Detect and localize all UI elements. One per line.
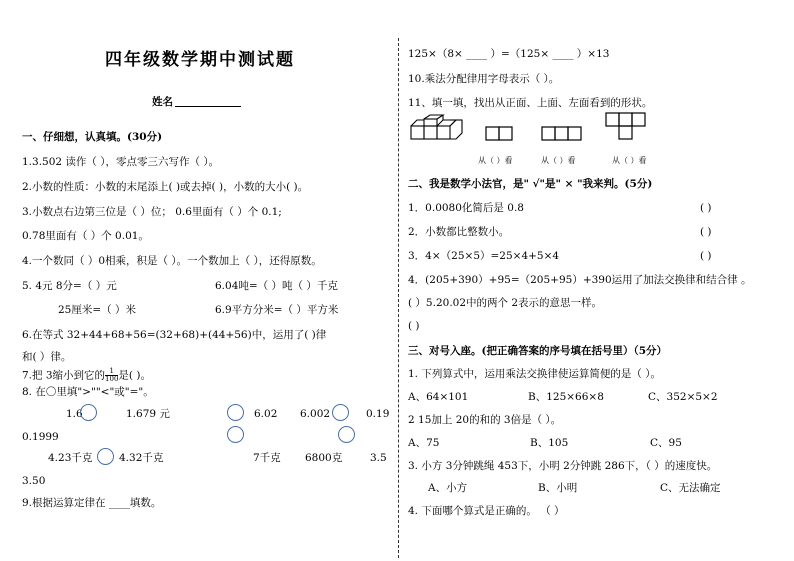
compare-4-left: 4.23千克: [48, 452, 93, 464]
column-divider: [398, 38, 399, 558]
question-5a-right: 6.04吨=（ ）吨（ ）千克: [215, 280, 338, 292]
name-blank[interactable]: [175, 106, 241, 107]
compare-circle-3[interactable]: [332, 404, 349, 421]
compare-circle-1[interactable]: [80, 404, 97, 421]
judge-3-answer[interactable]: ( ): [700, 250, 712, 262]
judge-6-answer[interactable]: ( ): [408, 320, 420, 332]
section-2-heading: 二、我是数学小法官，是" √"是" × "我来判。(5分): [408, 178, 653, 190]
choice-2-option-a[interactable]: A、75: [408, 437, 440, 449]
question-2: 2.小数的性质：小数的末尾添上( )或去掉( )，小数的大小( )。: [22, 181, 309, 193]
judge-4: 4．(205+390）+95=（205+95）+390运用了加法交换律和结合律 。: [408, 274, 752, 286]
choice-3: 3. 小方 3分钟跳绳 453下，小明 2分钟跳 286下，（ ）的速度快。: [408, 460, 718, 472]
fraction: [105, 368, 118, 383]
choice-1-option-a[interactable]: A、64×101: [408, 391, 469, 403]
question-3b: 0.78里面有（ ）个 0.01。: [22, 230, 149, 242]
judge-2-answer[interactable]: ( ): [700, 226, 712, 238]
question-5b-left: 25厘米=（ ）米: [58, 304, 136, 316]
question-7-suffix: 是( )。: [118, 369, 151, 382]
compare-5-left: 7千克: [253, 452, 281, 464]
view-label-2: 从（ ）看: [541, 156, 576, 165]
compare-1-left: 1.6: [66, 408, 83, 420]
judge-3: 3．4×（25×5）=25×4+5×4: [408, 250, 560, 262]
question-8: 8. 在〇里填">""<"或"="。: [22, 386, 154, 398]
judge-1-answer[interactable]: ( ): [700, 202, 712, 214]
choice-1-option-b[interactable]: B、125×66×8: [528, 391, 604, 403]
choice-2-option-b[interactable]: B、105: [530, 437, 569, 449]
question-5a-left: 5. 4元 8分=（ ）元: [22, 280, 117, 292]
question-9-equation: 125×（8× ____ ）=（125× ____ ）×13: [408, 48, 610, 60]
name-label: 姓名: [152, 96, 173, 108]
compare-6-left: 3.5: [370, 452, 387, 464]
question-9: 9.根据运算定律在 ____填数。: [22, 497, 162, 509]
view-shape-2: [541, 126, 584, 142]
question-11: 11、填一填，找出从正面、上面、左面看到的形状。: [408, 97, 653, 109]
question-7: [22, 368, 151, 383]
view-shape-1: [485, 126, 515, 142]
choice-3-option-c[interactable]: C、无法确定: [660, 482, 721, 494]
compare-3-left: 0.19: [366, 408, 390, 420]
compare-circle-5[interactable]: [338, 426, 355, 443]
question-10: 10.乘法分配律用字母表示（ ）。: [408, 73, 560, 85]
page-title: 四年级数学期中测试题: [105, 50, 295, 70]
choice-2: 2 15加上 20的和的 3倍是（ ）。: [408, 414, 562, 426]
compare-circle-2[interactable]: [227, 404, 244, 421]
choice-3-option-a[interactable]: A、小方: [428, 482, 468, 494]
compare-5-right: 6800克: [305, 452, 343, 464]
choice-4: 4. 下面哪个算式是正确的。 （ ）: [408, 505, 565, 517]
choice-1: 1. 下列算式中，运用乘法交换律使运算简便的是（ ）。: [408, 368, 661, 380]
question-3a: 3.小数点右边第三位是（ ）位； 0.6里面有（ ）个 0.1;: [22, 206, 282, 218]
question-6a: 6.在等式 32+44+68+56=(32+68)+(44+56)中，运用了( )律: [22, 329, 327, 341]
compare-6-right: 3.50: [22, 475, 46, 487]
choice-1-option-c[interactable]: C、352×5×2: [648, 391, 718, 403]
section-1-heading: 一、仔细想，认真填。(30分): [22, 131, 163, 143]
judge-5: ( ）5.20.02中的两个 2表示的意思一样。: [408, 297, 603, 309]
view-label-1: 从（ ）看: [478, 156, 513, 165]
judge-2: 2．小数都比整数小。: [408, 226, 510, 238]
compare-circle-6[interactable]: [97, 448, 114, 465]
fraction-denominator: 100: [105, 375, 119, 383]
choice-3-option-b[interactable]: B、小明: [538, 482, 578, 494]
compare-3-right: 0.1999: [22, 431, 59, 443]
compare-4-right: 4.32千克: [119, 452, 164, 464]
view-shape-3: [605, 112, 648, 142]
judge-1: 1．0.0080化简后是 0.8: [408, 202, 524, 214]
fraction-numerator: 1: [105, 368, 118, 376]
question-4: 4.一个数同（ ）0相乘，积是（ ）。一个数加上（ ），还得原数。: [22, 255, 322, 267]
question-6b: 和( ）律。: [22, 351, 72, 363]
question-5b-right: 6.9平方分米=（ ）平方米: [215, 304, 339, 316]
compare-2-left: 6.02: [254, 408, 278, 420]
compare-2-right: 6.002: [300, 408, 331, 420]
cube-stack-figure: [410, 114, 466, 146]
compare-circle-4[interactable]: [227, 426, 244, 443]
section-3-heading: 三、对号入座。(把正确答案的序号填在括号里）（5分）: [408, 345, 668, 357]
choice-2-option-c[interactable]: C、95: [650, 437, 682, 449]
question-7-prefix: 7.把 3缩小到它的: [22, 369, 106, 382]
question-1: 1.3.502 读作（ ），零点零三六写作（ ）。: [22, 156, 220, 168]
view-label-3: 从（ ）看: [612, 156, 647, 165]
compare-1-right: 1.679 元: [126, 408, 170, 420]
